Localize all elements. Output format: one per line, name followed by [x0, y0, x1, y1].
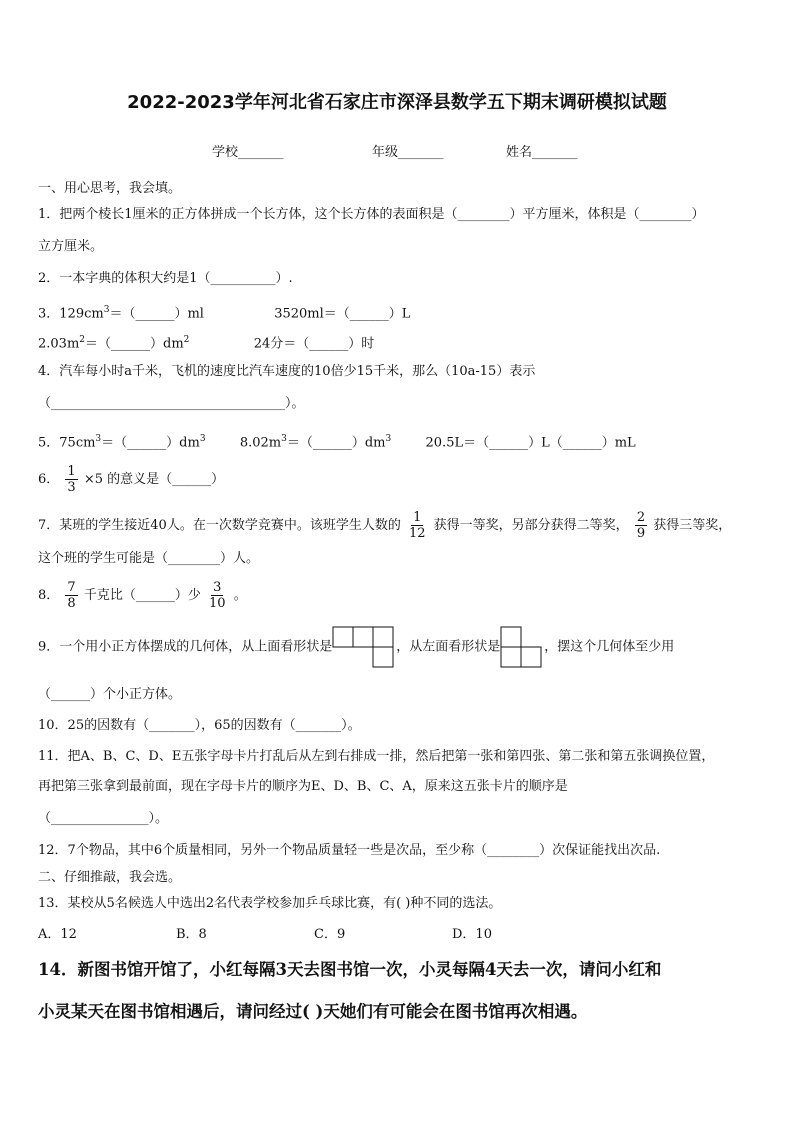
left-view-shape-icon: [500, 626, 544, 668]
q9-suffix: ，摆这个几何体至少用: [544, 639, 675, 655]
q6-fraction-denominator: 3: [67, 480, 76, 495]
q5-a-sup1: 3: [95, 434, 102, 444]
q6-fraction-numerator: 1: [67, 464, 76, 479]
question-10: 10．25的因数有（_______），65的因数有（_______）。: [38, 718, 361, 733]
q6-prefix: 6．: [38, 472, 60, 487]
question-11-line-2: 再把第三张拿到最前面，现在字母卡片的顺序为E、D、B、C、A，原来这五张卡片的顺序是: [38, 779, 568, 794]
name-field: 姓名_______: [506, 145, 578, 160]
q5-a-mid: ＝（______）dm: [101, 435, 200, 451]
question-7-line-2: 这个班的学生可能是（________）人。: [38, 551, 260, 566]
question-1-line-2: 立方厘米。: [38, 239, 104, 254]
q8-middle: 千克比（______）少: [83, 588, 201, 603]
question-13: 13．某校从5名候选人中选出2名代表学校参加乒乓球比赛，有( )种不同的选法。: [38, 896, 502, 911]
section-1-heading: 一、用心思考，我会填。: [38, 181, 182, 196]
q7-fraction-1-numerator: 1: [413, 510, 422, 525]
q8-fraction-2-numerator: 3: [213, 580, 222, 595]
q7-fraction-2: [635, 510, 647, 541]
question-11-line-1: 11．把A、B、C、D、E五张字母卡片打乱后从左到右排成一排，然后把第一张和第四张、第二张和第五张调换位置，: [38, 749, 715, 764]
q7-fraction-2-numerator: 2: [636, 510, 646, 525]
question-4-line-2: （____________________________________）。: [38, 396, 305, 411]
section-2-heading: 二、仔细推敲，我会选。: [38, 870, 182, 885]
q8-fraction-2: [207, 580, 228, 611]
question-14-line-1: 14．新图书馆开馆了，小红每隔3天去图书馆一次，小灵每隔4天去一次，请问小红和: [38, 960, 662, 979]
q5-a-sup2: 3: [199, 434, 206, 444]
question-9-line-2: （______）个小正方体。: [38, 687, 182, 702]
q7-suffix: 获得三等奖，: [653, 518, 732, 533]
q3-c-prefix: 2.03m: [38, 336, 80, 352]
school-field: 学校_______: [212, 145, 284, 160]
q9-middle: ，从左面看形状是: [396, 639, 501, 655]
q5-a-prefix: 5．75cm: [38, 435, 96, 451]
q7-fraction-2-denominator: 9: [636, 526, 646, 541]
option-c: C．9: [314, 927, 346, 942]
q5-c: 20.5L＝（______）L（______）mL: [425, 435, 636, 451]
q8-prefix: 8．: [38, 588, 60, 603]
q3-c-sup1: 2: [79, 335, 86, 345]
question-14-line-2: 小灵某天在图书馆相遇后，请问经过( )天她们有可能会在图书馆再次相遇。: [38, 1002, 588, 1021]
q3-d: 24分＝（______）时: [253, 336, 375, 352]
option-a: A．12: [38, 927, 77, 942]
question-9-line-1: [38, 626, 674, 668]
q5-b-sup1: 3: [281, 434, 287, 444]
question-1-line-1: 1．把两个棱长1厘米的正方体拼成一个长方体，这个长方体的表面积是（________）平方厘米，体积是（________）: [38, 207, 705, 222]
option-b: B．8: [176, 927, 207, 942]
q3-a-prefix: 3．129cm: [38, 306, 104, 322]
q5-b-mid: ＝（______）dm: [286, 435, 386, 451]
q8-fraction-2-denominator: 10: [209, 596, 226, 611]
top-view-shape-icon: [332, 626, 396, 668]
q3-b: 3520ml＝（______）L: [274, 306, 411, 322]
q3-a-suffix: ＝（______）ml: [109, 306, 204, 322]
q3-c-suffix: ＝（______）dm: [85, 336, 184, 352]
grade-field: 年级_______: [372, 145, 444, 160]
question-11-line-3: （_______________）。: [38, 811, 169, 826]
question-4-line-1: 4．汽车每小时a千米，飞机的速度比汽车速度的10倍少15千米，那么（10a-15）表示: [38, 364, 536, 379]
q7-middle: 获得一等奖，另部分获得二等奖，: [433, 518, 629, 533]
question-7-line-1: [38, 510, 731, 541]
q8-fraction-1-denominator: 8: [67, 596, 76, 611]
q5-b-prefix: 8.02m: [239, 435, 282, 451]
question-3-line-1: [38, 301, 410, 323]
q8-fraction-1: [65, 580, 77, 611]
question-6: [38, 464, 224, 495]
q6-fraction: [65, 464, 77, 495]
q7-fraction-1-denominator: 12: [408, 526, 426, 541]
question-12: 12．7个物品，其中6个质量相同，另外一个物品质量轻一些是次品，至少称（________）次保证能找出次品.: [38, 843, 661, 858]
q7-fraction-1: [407, 510, 428, 541]
q6-suffix: ×5 的意义是（______）: [83, 472, 225, 487]
q8-fraction-1-numerator: 7: [67, 580, 76, 595]
question-3-line-2: [38, 331, 374, 353]
q9-prefix: 9．一个用小正方体摆成的几何体，从上面看形状是: [38, 639, 333, 655]
q3-c-sup2: 2: [183, 335, 190, 345]
option-d: D．10: [452, 927, 492, 942]
q3-a-sup: 3: [103, 305, 110, 315]
q8-suffix: 。: [233, 588, 247, 603]
question-5: [38, 430, 636, 452]
q7-prefix: 7．某班的学生接近40人。在一次数学竞赛中。该班学生人数的: [38, 518, 401, 533]
question-2: 2．一本字典的体积大约是1（__________）.: [38, 271, 293, 286]
q5-b-sup2: 3: [385, 434, 392, 444]
question-8: [38, 580, 247, 611]
page-title: 2022-2023学年河北省石家庄市深泽县数学五下期末调研模拟试题: [127, 92, 667, 113]
